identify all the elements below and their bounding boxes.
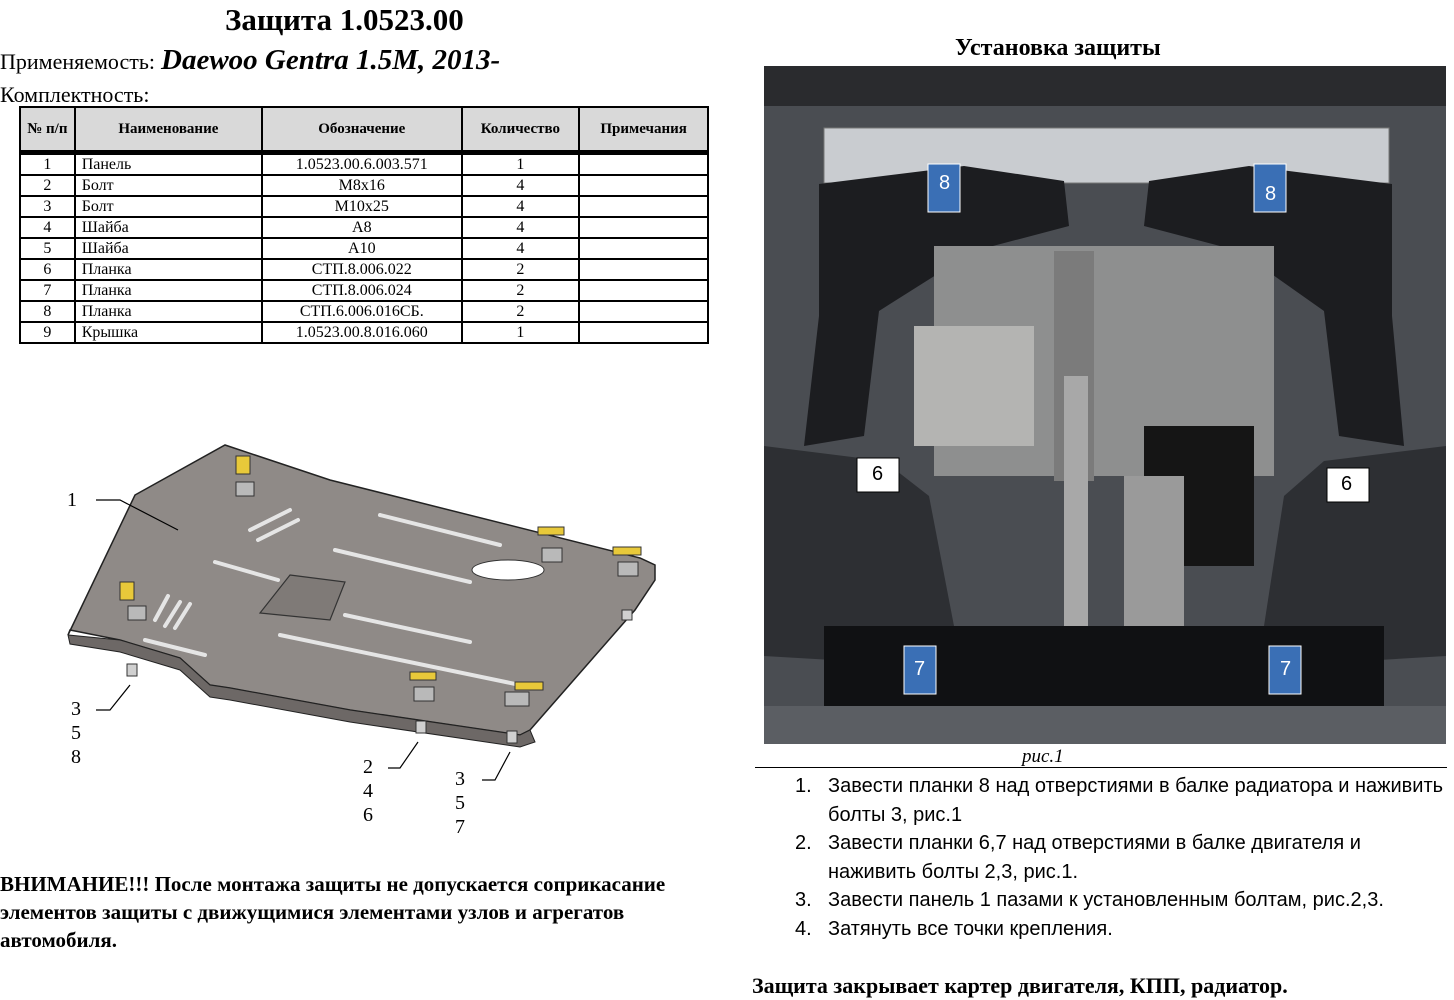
list-item [795, 829, 1445, 886]
row-code: А10 [262, 238, 462, 259]
row-qty: 4 [462, 175, 580, 196]
step-text: Завести планки 6,7 над отверстиями в балке двигателя и наживить болты 2,3, рис.1. [828, 832, 1361, 883]
row-name: Болт [75, 175, 262, 196]
table-row [20, 301, 708, 322]
skid-plate-drawing [0, 430, 720, 850]
row-qty: 4 [462, 217, 580, 238]
row-code: СТП.6.006.016СБ. [262, 301, 462, 322]
photo-marker-6-right: 6 [1341, 473, 1353, 495]
step-text: Затянуть все точки крепления. [828, 917, 1113, 940]
row-note [579, 238, 708, 259]
callout-7: 7 [455, 816, 465, 838]
col-header-qty: Количество [462, 107, 580, 153]
table-row [20, 153, 708, 176]
row-name: Шайба [75, 238, 262, 259]
photo-marker-6-left: 6 [872, 463, 884, 485]
photo-marker-8-left: 8 [939, 172, 951, 194]
step-number: 3. [795, 889, 812, 911]
callout-2: 2 [363, 756, 373, 778]
photo-marker-7-left: 7 [914, 658, 926, 680]
table-header-row [20, 107, 708, 153]
row-qty: 2 [462, 259, 580, 280]
callout-3: 3 [71, 698, 81, 720]
callout-5: 5 [71, 722, 81, 744]
table-row [20, 238, 708, 259]
step-number: 2. [795, 832, 812, 854]
row-qty: 2 [462, 280, 580, 301]
list-item [795, 886, 1445, 915]
callout-3b: 3 [455, 768, 465, 790]
list-item [795, 772, 1445, 829]
warning-text: ВНИМАНИЕ!!! После монтажа защиты не допускается соприкасание элементов защиты с движущимися элементами узлов и агрегатов автомобиля. [0, 872, 666, 952]
col-header-number: № п/п [20, 107, 75, 153]
row-number: 8 [20, 301, 75, 322]
col-header-name: Наименование [75, 107, 262, 153]
row-number: 3 [20, 196, 75, 217]
row-number: 5 [20, 238, 75, 259]
kit-label: Комплектность: [0, 82, 150, 107]
photo-marker-7-right: 7 [1280, 658, 1292, 680]
row-note [579, 322, 708, 343]
panel-shape [68, 445, 655, 735]
table-row [20, 175, 708, 196]
row-number: 6 [20, 259, 75, 280]
row-note [579, 153, 708, 176]
row-note [579, 301, 708, 322]
list-item [795, 915, 1445, 944]
table-row [20, 259, 708, 280]
row-qty: 2 [462, 301, 580, 322]
row-number: 1 [20, 153, 75, 176]
step-number: 4. [795, 917, 812, 940]
parts-table [19, 106, 709, 344]
row-note [579, 259, 708, 280]
install-title: Установка защиты [955, 35, 1161, 61]
photo-marker-8-right: 8 [1265, 183, 1277, 205]
row-name: Крышка [75, 322, 262, 343]
callout-1: 1 [67, 489, 77, 511]
install-steps [795, 772, 1445, 943]
table-row [20, 280, 708, 301]
document-title: Защита 1.0523.00 [225, 2, 464, 37]
row-note [579, 175, 708, 196]
col-header-code: Обозначение [262, 107, 462, 153]
row-note [579, 217, 708, 238]
row-qty: 1 [462, 322, 580, 343]
row-number: 9 [20, 322, 75, 343]
row-note [579, 280, 708, 301]
applicability-value: Daewoo Gentra 1.5M, 2013- [161, 44, 501, 76]
row-number: 7 [20, 280, 75, 301]
applicability-label: Применяемость: [0, 49, 155, 74]
row-code: 1.0523.00.6.003.571 [262, 153, 462, 176]
panel-opening [472, 560, 544, 580]
row-code: М8х16 [262, 175, 462, 196]
callout-8: 8 [71, 746, 81, 768]
row-name: Планка [75, 301, 262, 322]
row-code: СТП.8.006.024 [262, 280, 462, 301]
row-code: М10х25 [262, 196, 462, 217]
callout-5b: 5 [455, 792, 465, 814]
row-number: 4 [20, 217, 75, 238]
row-name: Шайба [75, 217, 262, 238]
table-row [20, 196, 708, 217]
callout-4: 4 [363, 780, 373, 802]
callout-6: 6 [363, 804, 373, 826]
row-name: Болт [75, 196, 262, 217]
row-name: Планка [75, 280, 262, 301]
divider [755, 767, 1447, 768]
row-note [579, 196, 708, 217]
row-name: Планка [75, 259, 262, 280]
step-number: 1. [795, 775, 812, 797]
table-row [20, 217, 708, 238]
table-row [20, 322, 708, 343]
photo-caption: рис.1 [1022, 746, 1064, 767]
installation-photo [764, 66, 1446, 744]
col-header-notes: Примечания [579, 107, 708, 153]
row-code: СТП.8.006.022 [262, 259, 462, 280]
row-code: А8 [262, 217, 462, 238]
row-name: Панель [75, 153, 262, 176]
step-text: Завести панель 1 пазами к установленным болтам, рис.2,3. [828, 889, 1384, 911]
step-text: Завести планки 8 над отверстиями в балке радиатора и наживить болты 3, рис.1 [828, 775, 1444, 826]
row-code: 1.0523.00.8.016.060 [262, 322, 462, 343]
row-number: 2 [20, 175, 75, 196]
row-qty: 4 [462, 196, 580, 217]
coverage-note: Защита закрывает картер двигателя, КПП, радиатор. [752, 973, 1288, 998]
row-qty: 1 [462, 153, 580, 176]
applicability [0, 44, 500, 77]
row-qty: 4 [462, 238, 580, 259]
